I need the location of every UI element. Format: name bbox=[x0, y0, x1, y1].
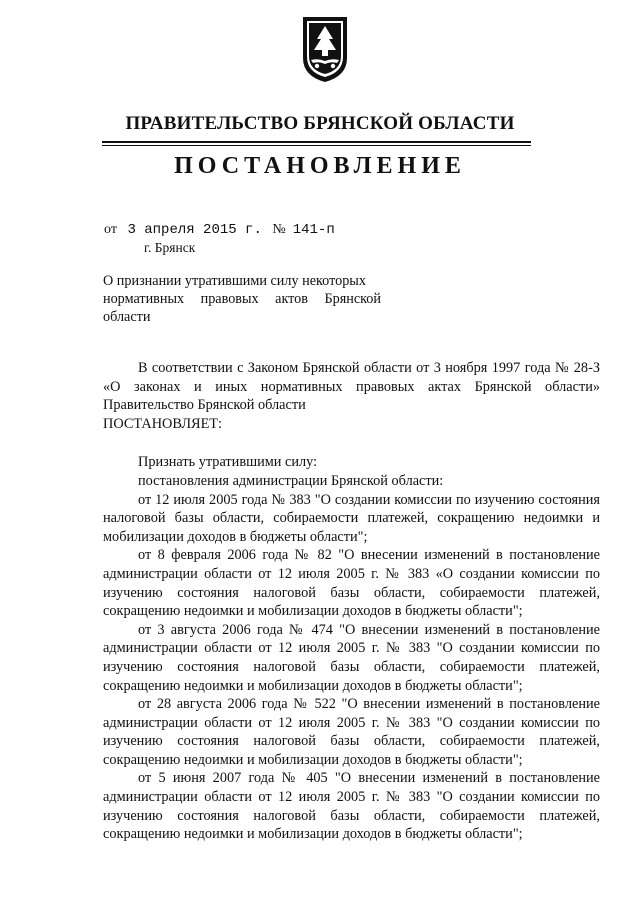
subject-word: правовых bbox=[200, 291, 259, 307]
city: г. Брянск bbox=[144, 240, 196, 255]
from-label: от bbox=[104, 222, 117, 237]
document-number: 141-п bbox=[292, 222, 335, 238]
subject-line-1: О признании утратившими силу некоторых bbox=[103, 273, 366, 289]
resolves-heading: ПОСТАНОВЛЯЕТ: bbox=[103, 415, 223, 432]
document-type: ПОСТАНОВЛЕНИЕ bbox=[174, 153, 466, 179]
list-item: от 3 августа 2006 года № 474 "О внесении изменений в постановление администрации области от 12 июля 2005 г. № 383 "О создании комиссии по изучению состояния налоговой базы области, собираемости платежей, сокращению недоимки и мобилизации доходов в бюджеты области"; bbox=[103, 621, 600, 694]
preamble-text: В соответствии с Законом Брянской области от 3 ноября 1997 года № 28-З «О законах и иных нормативных правовых актах Брянской области» Правительство Брянской области bbox=[103, 360, 600, 414]
group-title: постановления администрации Брянской области: bbox=[138, 472, 444, 489]
date-number-line bbox=[104, 222, 335, 238]
subject-word: актов bbox=[275, 291, 308, 307]
list-item: от 28 августа 2006 года № 522 "О внесении изменений в постановление администрации области от 12 июля 2005 г. № 383 "О создании комиссии по изучению состояния налоговой базы области, собираемости платежей, сокращению недоимки и мобилизации доходов в бюджеты области"; bbox=[103, 696, 600, 768]
header-rule-thick bbox=[102, 141, 531, 143]
document-subject bbox=[103, 272, 381, 326]
list-item: от 5 июня 2007 года № 405 "О внесении изменений в постановление администрации области от 12 июля 2005 г. № 383 "О создании комиссии по изучению состояния налоговой базы области, собираемости платежей, сокращению недоимки и мобилизации доходов в бюджеты области"; bbox=[103, 770, 600, 843]
document-body bbox=[103, 359, 600, 844]
subject-line-3: области bbox=[103, 309, 151, 325]
header-rule-thin bbox=[102, 145, 531, 146]
organization-title: ПРАВИТЕЛЬСТВО БРЯНСКОЙ ОБЛАСТИ bbox=[125, 113, 515, 134]
subject-word: Брянской bbox=[324, 291, 381, 307]
document-date: 3 апреля 2015 г. bbox=[127, 222, 262, 238]
number-sign: № bbox=[272, 222, 286, 237]
bryansk-coat-of-arms-icon bbox=[300, 14, 350, 84]
list-item: от 8 февраля 2006 года № 82 "О внесении изменений в постановление администрации области от 12 июля 2005 г. № 383 «О создании комиссии по изучению состояния налоговой базы области, собираемости платежей, сокращению недоимки и мобилизации доходов в бюджеты области"; bbox=[103, 547, 600, 620]
list-item: от 12 июля 2005 года № 383 "О создании комиссии по изучению состояния налоговой базы области, собираемости платежей, сокращению недоимки и мобилизации доходов в бюджеты области"; bbox=[103, 491, 600, 545]
body-intro: Признать утратившими силу: bbox=[138, 454, 318, 471]
subject-word: нормативных bbox=[103, 291, 185, 307]
subject-line-2 bbox=[103, 290, 381, 308]
